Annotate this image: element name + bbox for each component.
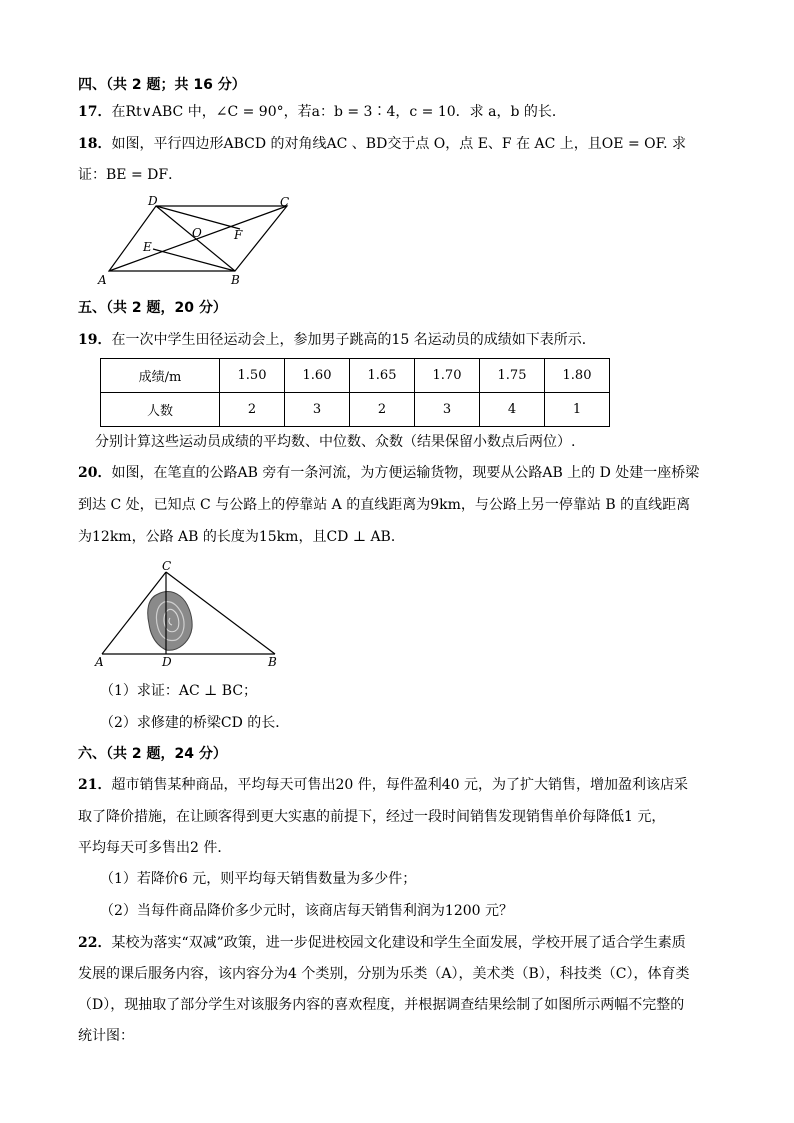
table-row	[101, 393, 610, 427]
question-22-line4: 统计图：	[78, 1028, 134, 1044]
table-header-cell: 人数	[101, 393, 220, 427]
question-number: 19．	[78, 332, 112, 348]
question-text: 某校为落实“双减”政策，进一步促进校园文化建设和学生全面发展，学校开展了适合学生素质	[111, 935, 686, 951]
label-b: B	[268, 655, 277, 669]
table-cell: 3	[415, 393, 480, 427]
table-cell: 1.80	[545, 359, 610, 393]
label-c: C	[162, 559, 172, 573]
table-cell: 1.75	[480, 359, 545, 393]
label-a: A	[95, 655, 104, 669]
question-20	[78, 463, 699, 483]
question-17	[78, 102, 566, 122]
table-cell: 1.60	[285, 359, 350, 393]
question-22-line2: 发展的课后服务内容，该内容分为4 个类别，分别为乐类（A），美术类（B），科技类（C），体育类	[78, 966, 690, 982]
segment-be	[153, 249, 235, 271]
question-number: 18．	[78, 136, 112, 152]
question-text: 在Rt∨ABC 中，∠C = 90°，若a：b = 3∶4，c = 10．求 a，b 的长．	[111, 104, 566, 120]
label-f: F	[234, 228, 243, 242]
table-cell: 1	[545, 393, 610, 427]
table-cell: 1.50	[220, 359, 285, 393]
question-18-line2: 证：BE = DF．	[78, 167, 183, 183]
table-row	[101, 359, 610, 393]
high-jump-table	[100, 358, 610, 427]
question-20-line2: 到达 C 处，已知点 C 与公路上的停靠站 A 的直线距离为9km，与公路上另一停靠站 B 的直线距离	[78, 497, 691, 513]
question-20-part1: （1）求证：AC ⊥ BC；	[100, 683, 258, 699]
question-number: 17．	[78, 104, 112, 120]
label-e: E	[143, 240, 152, 254]
question-22-line3: （D），现抽取了部分学生对该服务内容的喜欢程度，并根据调查结果绘制了如图所示两幅不完整的	[78, 997, 685, 1013]
table-header-cell: 成绩/m	[101, 359, 220, 393]
river-shape	[148, 592, 192, 651]
section-6-title: 六、（共 2 题，24 分）	[78, 746, 227, 762]
label-d: D	[162, 655, 172, 669]
question-text: 超市销售某种商品，平均每天可售出20 件，每件盈利40 元，为了扩大销售，增加盈利该店采	[111, 777, 689, 793]
section-4-title: 四、（共 2 题；共 16 分）	[78, 77, 246, 93]
question-19	[78, 330, 596, 350]
label-d: D	[148, 194, 158, 208]
question-number: 20．	[78, 465, 112, 481]
question-20-part2: （2）求修建的桥梁CD 的长．	[100, 715, 290, 731]
question-21-part2: （2）当每件商品降价多少元时，该商店每天销售利润为1200 元？	[100, 903, 513, 919]
question-20-line3: 为12km，公路 AB 的长度为15km，且CD ⊥ AB．	[78, 529, 405, 545]
question-number: 22．	[78, 935, 112, 951]
table-cell: 4	[480, 393, 545, 427]
table-cell: 1.65	[350, 359, 415, 393]
table-cell: 3	[285, 393, 350, 427]
question-22	[78, 933, 686, 953]
table-cell: 1.70	[415, 359, 480, 393]
question-text: 在一次中学生田径运动会上，参加男子跳高的15 名运动员的成绩如下表所示．	[111, 332, 596, 348]
question-number: 21．	[78, 777, 112, 793]
parallelogram-figure	[95, 193, 300, 288]
label-b: B	[231, 273, 240, 287]
table-cell: 2	[350, 393, 415, 427]
question-19-note: 分别计算这些运动员成绩的平均数、中位数、众数（结果保留小数点后两位）.	[95, 434, 576, 450]
section-5-title: 五、（共 2 题，20 分）	[78, 300, 227, 316]
label-c: C	[280, 195, 290, 209]
question-text: 如图，平行四边形ABCD 的对角线AC 、BD交于点 O，点 E、F 在 AC 上，且OE = OF. 求	[111, 136, 687, 152]
question-21-line2: 取了降价措施，在让顾客得到更大实惠的前提下，经过一段时间销售发现销售单价每降低1 元，	[78, 809, 666, 825]
label-a: A	[98, 273, 107, 287]
question-21-part1: （1）若降价6 元，则平均每天销售数量为多少件；	[100, 871, 417, 887]
question-text: 如图，在笔直的公路AB 旁有一条河流，为方便运输货物，现要从公路AB 上的 D 处建一座桥梁	[111, 465, 700, 481]
label-o: O	[192, 226, 202, 240]
question-21-line3: 平均每天可多售出2 件．	[78, 840, 232, 856]
question-21	[78, 775, 688, 795]
question-18	[78, 134, 686, 154]
triangle-river-figure	[92, 558, 287, 670]
table-cell: 2	[220, 393, 285, 427]
